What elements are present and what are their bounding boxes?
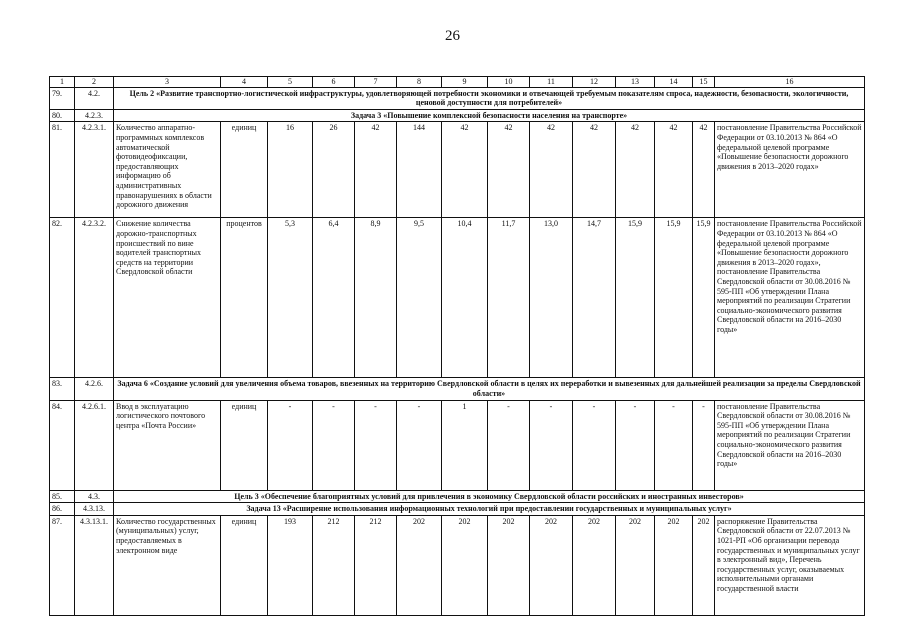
year-value: 8,9 — [355, 218, 397, 378]
year-value: 6,4 — [313, 218, 355, 378]
row-code: 4.2.3. — [75, 109, 114, 122]
unit: единиц — [221, 122, 268, 218]
year-value: 15,9 — [693, 218, 715, 378]
year-value: - — [616, 400, 655, 490]
year-value: 202 — [530, 515, 573, 615]
year-value: - — [397, 400, 442, 490]
source-document: постановление Правительства Российской Федерации от 03.10.2013 № 864 «О федеральной целевой программе «Повышение безопасности дорожного движения в 2013–2020 годах», постановление Правительства Свердловской области от 30.08.2016 № 595-ПП «Об утверждении Плана мероприятий по реализации Стратегии социально-экономического развития Свердловской области на 2016–2030 годы» — [715, 218, 865, 378]
source-document: постановление Правительства Российской Федерации от 03.10.2013 № 864 «О федеральной целевой программе «Повышение безопасности дорожного движения в 2013–2020 годах» — [715, 122, 865, 218]
year-value: 26 — [313, 122, 355, 218]
column-number: 2 — [75, 77, 114, 88]
column-number: 6 — [313, 77, 355, 88]
column-number: 10 — [488, 77, 530, 88]
year-value: 5,3 — [268, 218, 313, 378]
year-value: 42 — [488, 122, 530, 218]
indicator-name: Ввод в эксплуатацию логистического почтового центра «Почта России» — [114, 400, 221, 490]
year-value: 42 — [355, 122, 397, 218]
row-code: 4.3.13.1. — [75, 515, 114, 615]
unit: процентов — [221, 218, 268, 378]
column-number: 8 — [397, 77, 442, 88]
table-row — [50, 515, 865, 615]
year-value: - — [530, 400, 573, 490]
source-document: постановление Правительства Свердловской области от 30.08.2016 № 595-ПП «Об утверждении Плана мероприятий по реализации Стратегии социально-экономического развития Свердловской области на 2016–2030 годы» — [715, 400, 865, 490]
unit: единиц — [221, 515, 268, 615]
table-row — [50, 87, 865, 109]
column-number: 11 — [530, 77, 573, 88]
row-number: 85. — [50, 490, 75, 503]
year-value: 9,5 — [397, 218, 442, 378]
year-value: 202 — [616, 515, 655, 615]
source-document: распоряжение Правительства Свердловской области от 22.07.2013 № 1021-РП «Об организации перевода государственных и муниципальных услуг в электронный вид», Перечень государственных услуг, оказываемых исполнительными органами государственной власти — [715, 515, 865, 615]
section-heading: Задача 3 «Повышение комплексной безопасности населения на транспорте» — [114, 109, 865, 122]
year-value: 193 — [268, 515, 313, 615]
year-value: - — [313, 400, 355, 490]
year-value: 15,9 — [655, 218, 693, 378]
year-value: 202 — [442, 515, 488, 615]
year-value: 42 — [693, 122, 715, 218]
indicator-name: Снижение количества дорожно-транспортных происшествий по вине водителей транспортных средств на территории Свердловской области — [114, 218, 221, 378]
row-code: 4.2. — [75, 87, 114, 109]
year-value: 202 — [488, 515, 530, 615]
table-row — [50, 218, 865, 378]
section-heading: Цель 3 «Обеспечение благоприятных условий для привлечения в экономику Свердловской области российских и иностранных инвесторов» — [114, 490, 865, 503]
year-value: 202 — [573, 515, 616, 615]
column-number: 12 — [573, 77, 616, 88]
year-value: 14,7 — [573, 218, 616, 378]
row-code: 4.2.3.1. — [75, 122, 114, 218]
row-number: 84. — [50, 400, 75, 490]
year-value: 42 — [442, 122, 488, 218]
section-heading: Задача 13 «Расширение использования информационных технологий при предоставлении государственных и муниципальных услуг» — [114, 503, 865, 516]
row-number: 79. — [50, 87, 75, 109]
year-value: 202 — [655, 515, 693, 615]
row-code: 4.3. — [75, 490, 114, 503]
year-value: 10,4 — [442, 218, 488, 378]
year-value: - — [655, 400, 693, 490]
indicator-name: Количество аппаратно-программных комплексов автоматической фотовидеофиксации, предоставляющих информацию об административных правонарушениях в области дорожного движения — [114, 122, 221, 218]
year-value: 15,9 — [616, 218, 655, 378]
column-number-row — [50, 77, 865, 88]
row-code: 4.2.6. — [75, 378, 114, 400]
column-number: 13 — [616, 77, 655, 88]
year-value: 42 — [573, 122, 616, 218]
year-value: 16 — [268, 122, 313, 218]
column-number: 7 — [355, 77, 397, 88]
column-number: 15 — [693, 77, 715, 88]
table-row — [50, 490, 865, 503]
row-number: 83. — [50, 378, 75, 400]
year-value: - — [355, 400, 397, 490]
page-number: 26 — [445, 28, 460, 44]
year-value: 1 — [442, 400, 488, 490]
column-number: 16 — [715, 77, 865, 88]
year-value: 202 — [693, 515, 715, 615]
year-value: 13,0 — [530, 218, 573, 378]
unit: единиц — [221, 400, 268, 490]
table-body — [50, 77, 865, 616]
indicator-name: Количество государственных (муниципальных) услуг, предоставляемых в электронном виде — [114, 515, 221, 615]
section-heading: Задача 6 «Создание условий для увеличения объема товаров, ввезенных на территорию Свердловской области в целях их переработки и вывезенных для дальнейшей реализации за пределы Свердловской области» — [114, 378, 865, 400]
column-number: 14 — [655, 77, 693, 88]
indicators-table — [49, 76, 865, 616]
year-value: 212 — [355, 515, 397, 615]
table-row — [50, 109, 865, 122]
row-code: 4.2.6.1. — [75, 400, 114, 490]
row-code: 4.3.13. — [75, 503, 114, 516]
year-value: - — [573, 400, 616, 490]
year-value: - — [488, 400, 530, 490]
table-row — [50, 503, 865, 516]
row-number: 80. — [50, 109, 75, 122]
row-code: 4.2.3.2. — [75, 218, 114, 378]
row-number: 81. — [50, 122, 75, 218]
row-number: 82. — [50, 218, 75, 378]
column-number: 3 — [114, 77, 221, 88]
column-number: 5 — [268, 77, 313, 88]
year-value: - — [268, 400, 313, 490]
column-number: 4 — [221, 77, 268, 88]
table-row — [50, 378, 865, 400]
section-heading: Цель 2 «Развитие транспортно-логистической инфраструктуры, удовлетворяющей потребности экономики и отвечающей требуемым показателям спроса, надежности, безопасности, экологичности, ценовой доступности для потребителей» — [114, 87, 865, 109]
year-value: - — [693, 400, 715, 490]
year-value: 202 — [397, 515, 442, 615]
year-value: 42 — [616, 122, 655, 218]
year-value: 42 — [530, 122, 573, 218]
table-row — [50, 122, 865, 218]
column-number: 9 — [442, 77, 488, 88]
year-value: 42 — [655, 122, 693, 218]
year-value: 11,7 — [488, 218, 530, 378]
column-number: 1 — [50, 77, 75, 88]
year-value: 144 — [397, 122, 442, 218]
table-row — [50, 400, 865, 490]
row-number: 87. — [50, 515, 75, 615]
year-value: 212 — [313, 515, 355, 615]
row-number: 86. — [50, 503, 75, 516]
